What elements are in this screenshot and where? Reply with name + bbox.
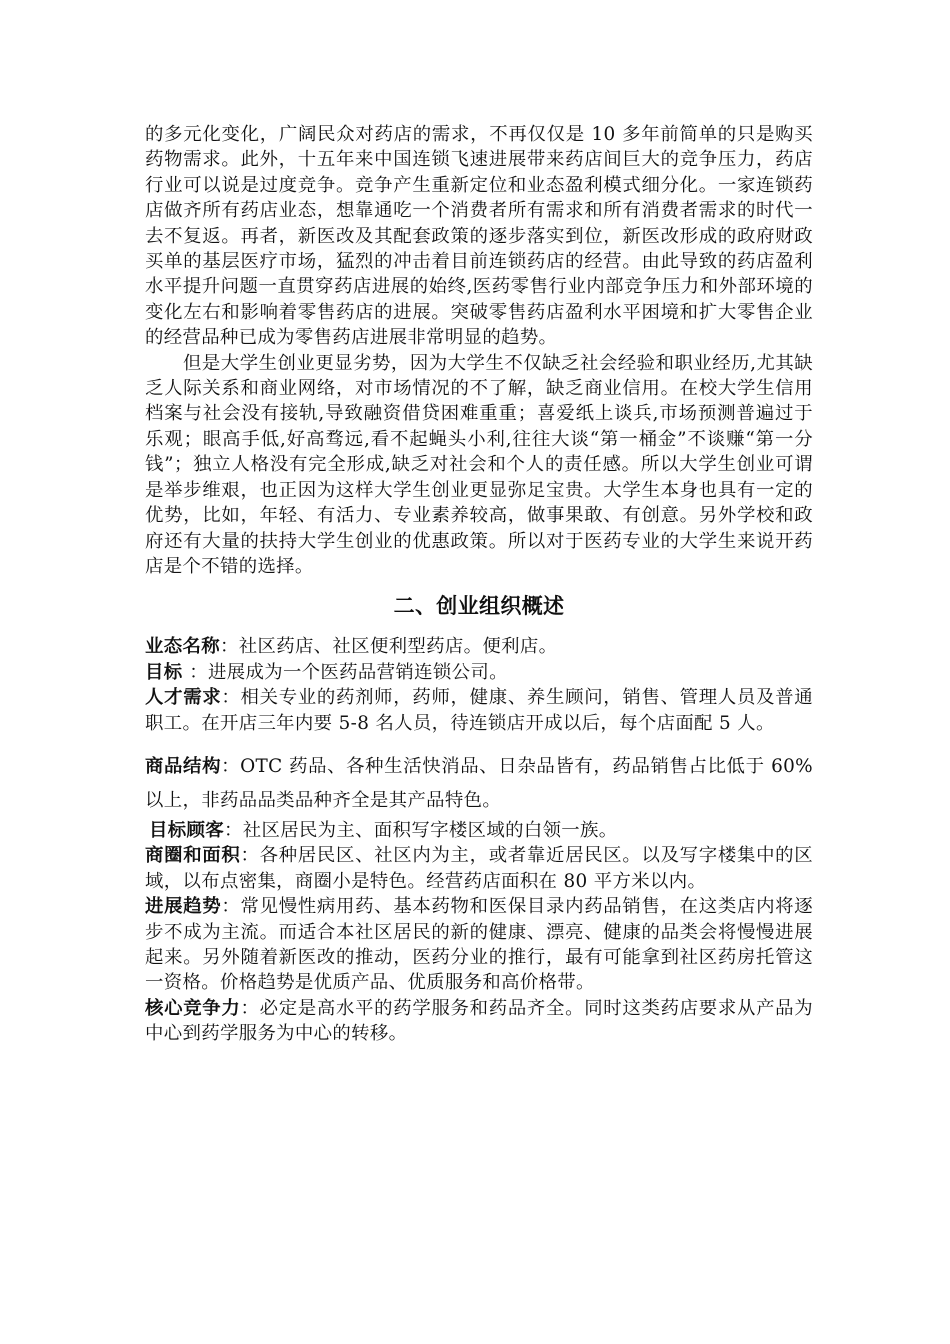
body-paragraph-1: 的多元化变化，广阔民众对药店的需求，不再仅仅是 10 多年前简单的只是购买药物需求。此外，十五年来中国连锁飞速进展带来药店间巨大的竞争压力，药店行业可以说是过度竞争。竞争产生重新定位和业态盈利模式细分化。一家连锁药店做齐所有药店业态，想靠通吃一个消费者所有需求和所有消费者需求的时代一去不复返。再者，新医改及其配套政策的逐步落实到位，新医改形成的政府财政买单的基层医疗市场，猛烈的冲击着目前连锁药店的经营。由此导致的药店盈利水平提升问题一直贯穿药店进展的始终,医药零售行业内部竞争压力和外部环境的变化左右和影响着零售药店的进展。突破零售药店盈利水平困境和扩大零售企业的经营品种已成为零售药店进展非常明显的趋势。 <box>145 124 813 349</box>
document-page <box>145 122 813 1047</box>
item-separator: ： <box>221 896 241 918</box>
item-text: 相关专业的药剂师，药师，健康、养生顾问，销售、管理人员及普通职工。在开店三年内要 5-8 名人员，待连锁店开成以后，每个店面配 5 人。 <box>145 687 813 734</box>
item-text: 各种居民区、社区内为主，或者靠近居民区。以及写字楼集中的区域，以布点密集，商圈小是特色。经营药店面积在 80 平方米以内。 <box>145 845 813 892</box>
body-paragraph-2: 但是大学生创业更显劣势，因为大学生不仅缺乏社会经验和职业经历,尤其缺乏人际关系和商业网络，对市场情况的不了解，缺乏商业信用。在校大学生信用档案与社会没有接轨,导致融资借贷困难重重；喜爱纸上谈兵,市场预测普遍过于乐观；眼高手低,好高骛远,看不起蝇头小利,往往大谈“第一桶金”不谈赚“第一分钱”；独立人格没有完全形成,缺乏对社会和个人的责任感。所以大学生创业可谓是举步维艰，也正因为这样大学生创业更显弥足宝贵。大学生本身也具有一定的优势，比如，年轻、有活力、专业素养较高，做事果敢、有创意。另外学校和政府还有大量的扶持大学生创业的优惠政策。所以对于医药专业的大学生来说开药店是个不错的选择。 <box>145 352 813 577</box>
item-text: OTC 药品、各种生活快消品、日杂品皆有，药品销售占比低于 60%以上，非药品品类品种齐全是其产品特色。 <box>145 755 813 811</box>
item-label: 商品结构 <box>145 755 222 777</box>
item-text: 必定是高水平的药学服务和药品齐全。同时这类药店要求从产品为中心到药学服务为中心的转移。 <box>145 997 813 1045</box>
item-goal <box>145 660 813 685</box>
item-talent-needs <box>145 685 813 736</box>
item-label: 业态名称 <box>145 636 220 658</box>
item-core-competence <box>145 996 813 1047</box>
item-text: 进展成为一个医药品营销连锁公司。 <box>207 661 508 683</box>
item-separator: ： <box>189 661 208 683</box>
item-development-trend <box>145 894 813 996</box>
item-separator: ： <box>221 755 241 777</box>
item-text: 常见慢性病用药、基本药物和医保目录内药品销售，在这类店内将逐步不成为主流。而适合本社区居民的新的健康、漂亮、健康的品类会将慢慢进展起来。另外随着新医改的推动，医药分业的推行，最有可能拿到社区药房托管这一资格。价格趋势是优质产品、优质服务和高价格带。 <box>145 896 813 994</box>
item-text: 社区药店、社区便利型药店。便利店。 <box>238 636 558 658</box>
item-label: 进展趋势 <box>145 896 222 918</box>
section-heading: 二、创业组织概述 <box>393 594 565 619</box>
item-separator: ： <box>223 819 243 841</box>
item-separator: ： <box>240 845 260 867</box>
item-label: 人才需求 <box>145 687 222 709</box>
item-target-customers <box>145 818 813 843</box>
item-separator: ： <box>219 636 239 658</box>
item-separator: ： <box>221 687 241 709</box>
item-text: 社区居民为主、面积写字楼区域的白领一族。 <box>242 819 618 841</box>
item-label: 商圈和面积 <box>145 845 241 867</box>
item-label: 目标 <box>145 661 190 683</box>
item-separator: ： <box>240 997 260 1019</box>
item-label: 目标顾客 <box>149 819 224 841</box>
item-label: 核心竞争力 <box>145 997 241 1019</box>
item-trade-area <box>145 843 813 894</box>
item-product-structure <box>145 750 813 818</box>
item-business-type <box>145 634 813 659</box>
